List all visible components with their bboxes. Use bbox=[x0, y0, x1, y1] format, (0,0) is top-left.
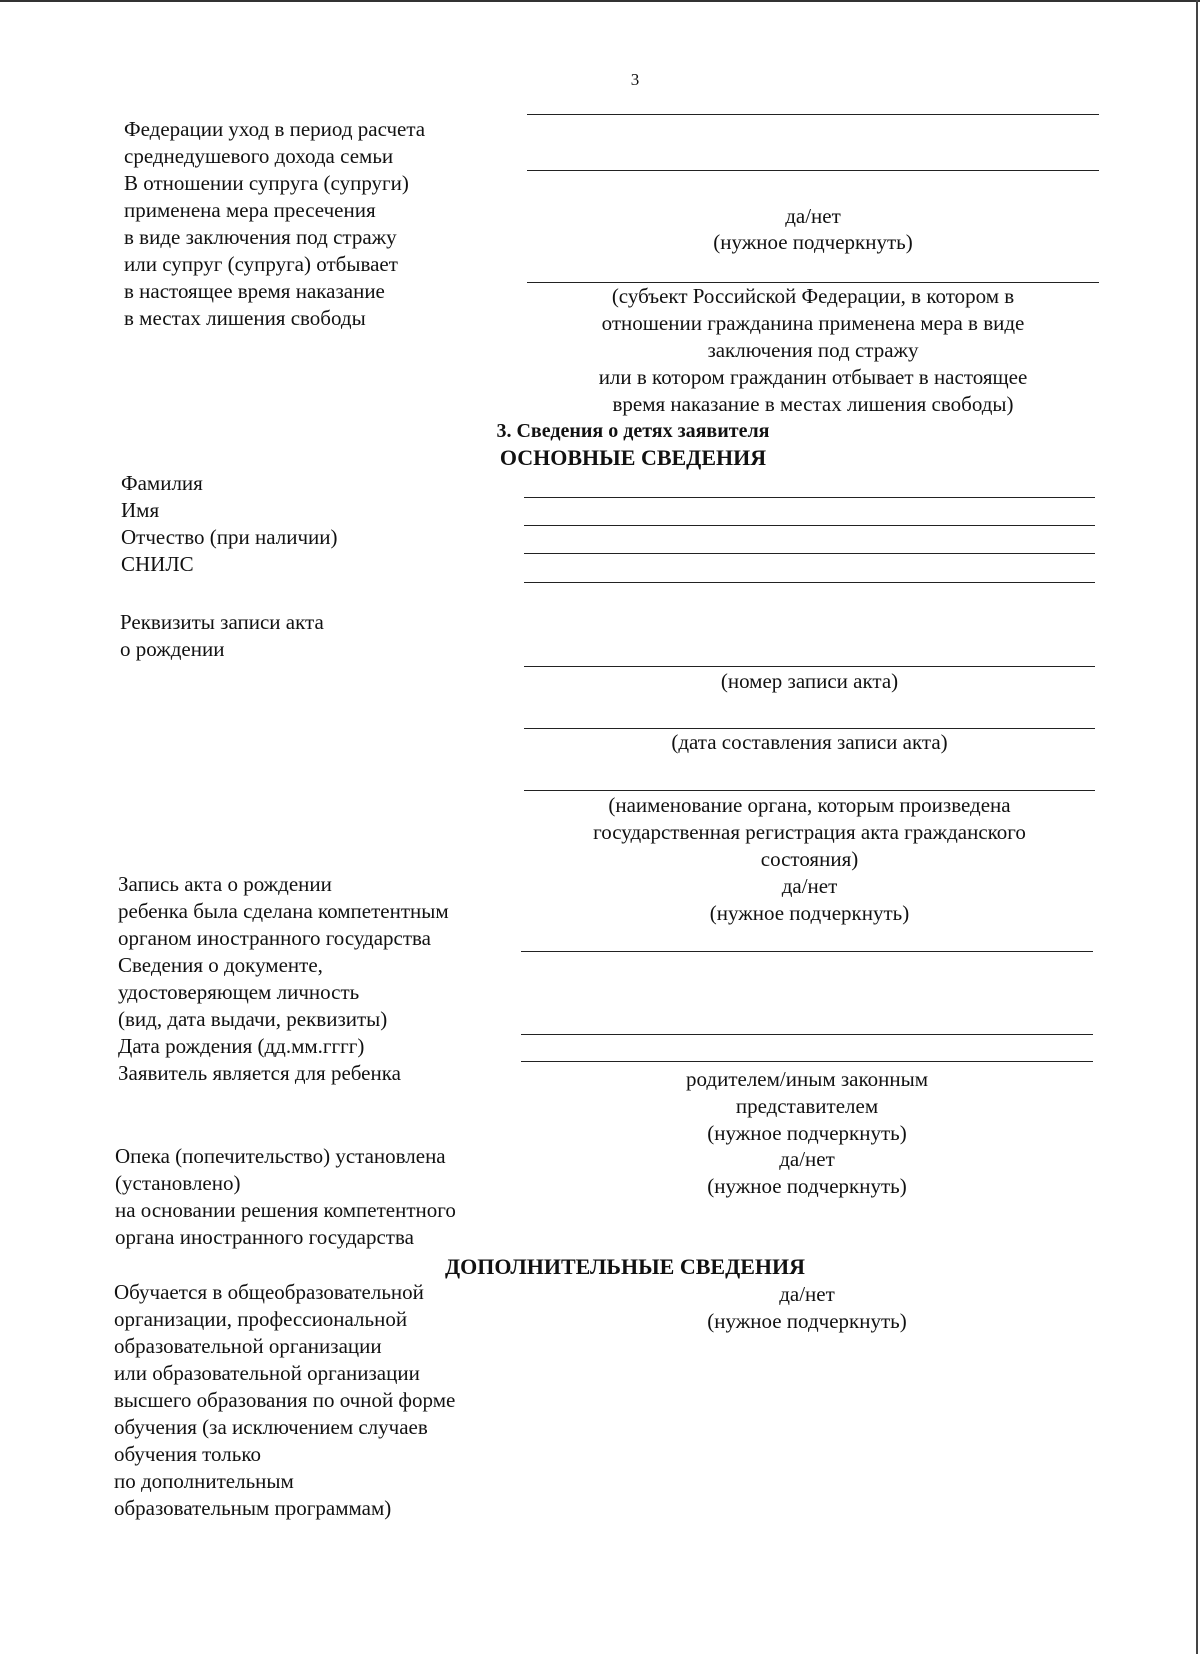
id-document-label-line: Сведения о документе, bbox=[118, 953, 323, 977]
foreign-underline-hint: (нужное подчеркнуть) bbox=[709, 901, 910, 925]
guardianship-label-line: Опека (попечительство) установлена bbox=[115, 1144, 446, 1168]
care-field-line[interactable] bbox=[527, 114, 1099, 115]
guardianship-yes-no-option[interactable]: да/нет bbox=[779, 1147, 835, 1171]
id-document-label-line: (вид, дата выдачи, реквизиты) bbox=[118, 1007, 388, 1031]
authority-caption-line: государственная регистрация акта гражданского bbox=[593, 820, 1026, 844]
study-label-line: по дополнительным bbox=[114, 1469, 294, 1493]
authority-caption-line: состояния) bbox=[760, 847, 859, 871]
applicant-role-option[interactable]: родителем/иным законным bbox=[686, 1067, 928, 1091]
birth-record-label-line: Реквизиты записи акта bbox=[120, 610, 324, 634]
id-document-label-line: удостоверяющем личность bbox=[118, 980, 360, 1004]
page-right-edge bbox=[1196, 0, 1198, 1654]
region-caption-line: время наказание в местах лишения свободы) bbox=[612, 392, 1014, 416]
custody-underline-hint: (нужное подчеркнуть) bbox=[713, 230, 913, 254]
custody-label-line: в настоящее время наказание bbox=[124, 279, 385, 303]
region-caption-line: отношении гражданина применена мера в виде bbox=[601, 311, 1025, 335]
surname-field-line[interactable] bbox=[524, 497, 1095, 498]
id-document-field-line[interactable] bbox=[521, 1034, 1093, 1035]
name-label: Имя bbox=[121, 498, 160, 522]
guardianship-underline-hint: (нужное подчеркнуть) bbox=[707, 1174, 907, 1198]
study-label-line: обучения (за исключением случаев bbox=[114, 1415, 428, 1439]
custody-label-line: в местах лишения свободы bbox=[124, 306, 366, 330]
care-label-line: Федерации уход в период расчета bbox=[124, 117, 426, 141]
birth-date-label: Дата рождения (дд.мм.гггг) bbox=[118, 1034, 365, 1058]
patronymic-field-line[interactable] bbox=[524, 553, 1095, 554]
birth-record-label-line: о рождении bbox=[120, 637, 225, 661]
record-number-field-line[interactable] bbox=[524, 666, 1095, 667]
foreign-field-line[interactable] bbox=[521, 951, 1093, 952]
applicant-role-option[interactable]: представителем bbox=[735, 1094, 879, 1118]
region-caption-line: или в котором гражданин отбывает в настоящее bbox=[598, 365, 1028, 389]
record-date-caption: (дата составления записи акта) bbox=[671, 730, 948, 754]
foreign-record-label-line: органом иностранного государства bbox=[118, 926, 432, 950]
surname-label: Фамилия bbox=[121, 471, 203, 495]
basic-info-heading: ОСНОВНЫЕ СВЕДЕНИЯ bbox=[499, 445, 767, 470]
custody-yes-no-option[interactable]: да/нет bbox=[785, 204, 841, 228]
section-title: 3. Сведения о детях заявителя bbox=[496, 420, 770, 442]
page-top-edge bbox=[0, 0, 1200, 2]
applicant-role-hint: (нужное подчеркнуть) bbox=[707, 1121, 907, 1145]
custody-label-line: или супруг (супруга) отбывает bbox=[124, 252, 398, 276]
guardianship-label-line: (установлено) bbox=[115, 1171, 241, 1195]
record-number-caption: (номер записи акта) bbox=[720, 669, 899, 693]
applicant-role-label: Заявитель является для ребенка bbox=[118, 1061, 401, 1085]
region-caption-line: (субъект Российской Федерации, в котором в bbox=[611, 284, 1015, 308]
study-label-line: или образовательной организации bbox=[114, 1361, 420, 1385]
study-label-line: обучения только bbox=[114, 1442, 261, 1466]
guardianship-label-line: на основании решения компетентного bbox=[115, 1198, 456, 1222]
region-caption-line: заключения под стражу bbox=[707, 338, 919, 362]
study-label-line: Обучается в общеобразовательной bbox=[114, 1280, 424, 1304]
patronymic-label: Отчество (при наличии) bbox=[121, 525, 338, 549]
birth-date-field-line[interactable] bbox=[521, 1061, 1093, 1062]
snils-label: СНИЛС bbox=[121, 552, 194, 576]
study-label-line: образовательным программам) bbox=[114, 1496, 392, 1520]
authority-caption-line: (наименование органа, которым произведена bbox=[608, 793, 1011, 817]
study-underline-hint: (нужное подчеркнуть) bbox=[707, 1309, 907, 1333]
study-yes-no-option[interactable]: да/нет bbox=[779, 1282, 835, 1306]
custody-label-line: применена мера пресечения bbox=[124, 198, 376, 222]
name-field-line[interactable] bbox=[524, 525, 1095, 526]
snils-field-line[interactable] bbox=[524, 582, 1095, 583]
care-label-line: среднедушевого дохода семьи bbox=[124, 144, 394, 168]
study-label-line: организации, профессиональной bbox=[114, 1307, 408, 1331]
foreign-yes-no-option[interactable]: да/нет bbox=[781, 874, 838, 898]
study-label-line: высшего образования по очной форме bbox=[114, 1388, 456, 1412]
care-field-line[interactable] bbox=[527, 170, 1099, 171]
study-label-line: образовательной организации bbox=[114, 1334, 382, 1358]
guardianship-label-line: органа иностранного государства bbox=[115, 1225, 414, 1249]
additional-info-heading: ДОПОЛНИТЕЛЬНЫЕ СВЕДЕНИЯ bbox=[444, 1254, 806, 1279]
foreign-record-label-line: ребенка была сделана компетентным bbox=[118, 899, 449, 923]
authority-field-line[interactable] bbox=[524, 790, 1095, 791]
page-number: 3 bbox=[630, 70, 640, 89]
foreign-record-label-line: Запись акта о рождении bbox=[118, 872, 332, 896]
custody-label-line: в виде заключения под стражу bbox=[124, 225, 397, 249]
custody-label-line: В отношении супруга (супруги) bbox=[124, 171, 409, 195]
